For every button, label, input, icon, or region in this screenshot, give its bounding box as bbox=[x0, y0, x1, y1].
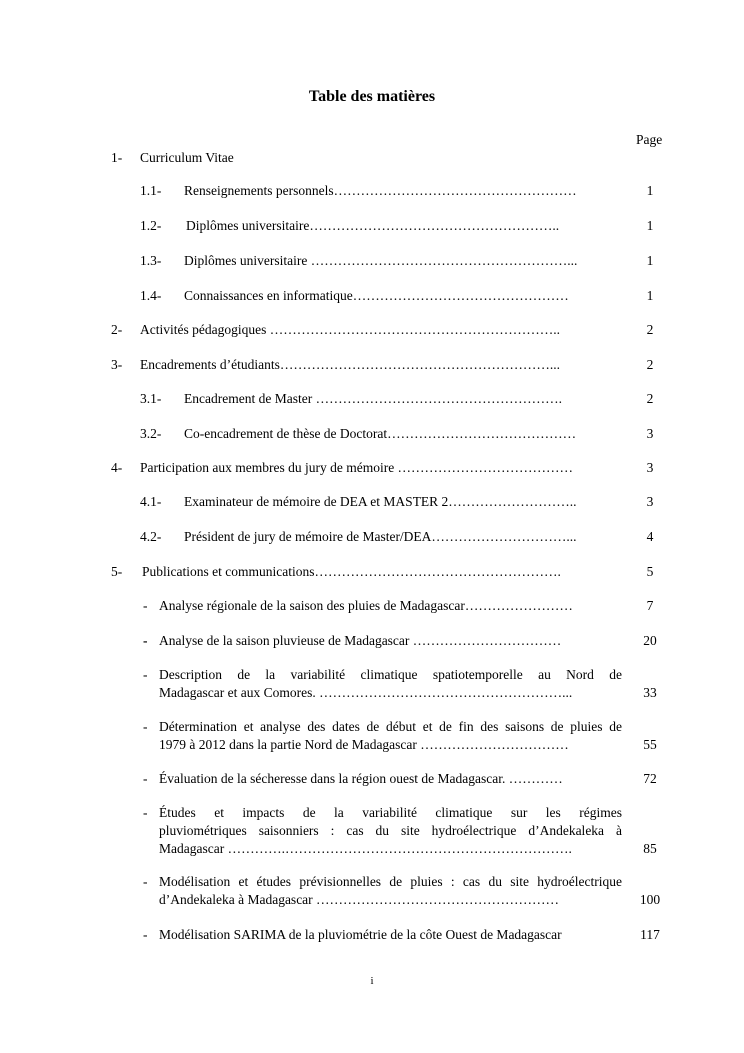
toc-number: 1.1- bbox=[140, 183, 162, 198]
toc-number: 4.2- bbox=[140, 529, 162, 544]
toc-number: 4.1- bbox=[140, 494, 162, 509]
toc-page-number: 72 bbox=[643, 771, 657, 786]
publication-title: Analyse de la saison pluvieuse de Madagascar …………………………… bbox=[159, 633, 562, 648]
publication-title: Analyse régionale de la saison des pluies de Madagascar…………………… bbox=[159, 598, 573, 613]
publication-title: Modélisation SARIMA de la pluviométrie de la côte Ouest de Madagascar bbox=[159, 927, 562, 942]
toc-text: Diplômes universitaire …………………………………………………... bbox=[184, 253, 578, 268]
toc-page-number: 3 bbox=[646, 460, 654, 475]
toc-number: 1.4- bbox=[140, 288, 162, 303]
publication-title: Madagascar et aux Comores. ………………………………………………... bbox=[159, 685, 573, 700]
toc-text: Président de jury de mémoire de Master/DEA…………………………... bbox=[184, 529, 577, 544]
page-title: Table des matières bbox=[308, 88, 436, 105]
toc-page-number: 3 bbox=[646, 426, 654, 441]
toc-page-number: 100 bbox=[639, 892, 661, 907]
publication-title: Madagascar ………….………………………………………………………. bbox=[159, 841, 572, 856]
toc-number: 4- bbox=[111, 460, 123, 475]
toc-text: Curriculum Vitae bbox=[140, 150, 234, 165]
toc-number: 3.2- bbox=[140, 426, 162, 441]
toc-page-number: 3 bbox=[646, 494, 654, 509]
toc-page-number: 2 bbox=[646, 357, 654, 372]
list-dash: - bbox=[143, 805, 148, 820]
toc-number: 3- bbox=[111, 357, 123, 372]
toc-number: 2- bbox=[111, 322, 123, 337]
toc-number: 3.1- bbox=[140, 391, 162, 406]
toc-number: 1- bbox=[111, 150, 123, 165]
toc-text: Examinateur de mémoire de DEA et MASTER 2……………………….. bbox=[184, 494, 577, 509]
toc-page-number: 33 bbox=[643, 685, 657, 700]
list-dash: - bbox=[143, 633, 148, 648]
publication-title: d’Andekaleka à Madagascar ……………………………………………… bbox=[159, 892, 560, 907]
toc-page-number: 2 bbox=[646, 391, 654, 406]
list-dash: - bbox=[143, 927, 148, 942]
toc-page-number: 117 bbox=[640, 927, 660, 942]
publication-title-line: Modélisation et études prévisionnelles de pluies : cas du site hydroélectrique bbox=[159, 874, 622, 889]
list-dash: - bbox=[143, 874, 148, 889]
toc-text: Diplômes universitaire……………………………………………….. bbox=[186, 218, 560, 233]
toc-text: Participation aux membres du jury de mémoire ………………………………… bbox=[140, 460, 574, 475]
toc-number: 5- bbox=[111, 564, 123, 579]
toc-text: Encadrement de Master ………………………………………………. bbox=[184, 391, 562, 406]
toc-page-number: 1 bbox=[646, 253, 654, 268]
toc-text: Renseignements personnels……………………………………………… bbox=[184, 183, 577, 198]
toc-page-number: 5 bbox=[646, 564, 654, 579]
publication-title: 1979 à 2012 dans la partie Nord de Madagascar …………………………… bbox=[159, 737, 569, 752]
list-dash: - bbox=[143, 598, 148, 613]
publication-title-line: Description de la variabilité climatique spatiotemporelle au Nord de bbox=[159, 667, 622, 682]
toc-text: Encadrements d’étudiants……………………………………………………... bbox=[140, 357, 560, 372]
publication-title-line: Détermination et analyse des dates de début et de fin des saisons de pluies de bbox=[159, 719, 622, 734]
toc-text: Publications et communications………………………………………………. bbox=[142, 564, 561, 579]
toc-number: 1.2- bbox=[140, 218, 162, 233]
toc-text: Co-encadrement de thèse de Doctorat…………………………………… bbox=[184, 426, 577, 441]
list-dash: - bbox=[143, 771, 148, 786]
list-dash: - bbox=[143, 667, 148, 682]
toc-number: 1.3- bbox=[140, 253, 162, 268]
toc-text: Connaissances en informatique………………………………………… bbox=[184, 288, 569, 303]
toc-page-number: 20 bbox=[643, 633, 657, 648]
page-footer-number: i bbox=[370, 975, 374, 987]
toc-text: Activités pédagogiques ……………………………………………………….. bbox=[140, 322, 560, 337]
publication-title-line: pluviométriques saisonniers : cas du site hydroélectrique d’Andekaleka à bbox=[159, 823, 622, 838]
toc-page-number: 1 bbox=[646, 288, 654, 303]
list-dash: - bbox=[143, 719, 148, 734]
toc-page-number: 2 bbox=[646, 322, 654, 337]
toc-page-number: 4 bbox=[646, 529, 654, 544]
page-column-header: Page bbox=[636, 132, 663, 147]
publication-title-line: Études et impacts de la variabilité climatique sur les régimes bbox=[159, 805, 622, 820]
publication-title: Évaluation de la sécheresse dans la région ouest de Madagascar. ………… bbox=[159, 771, 563, 786]
toc-page-number: 1 bbox=[646, 218, 654, 233]
toc-page-number: 1 bbox=[646, 183, 654, 198]
toc-page-number: 85 bbox=[643, 841, 657, 856]
toc-page-number: 7 bbox=[646, 598, 654, 613]
toc-page-number: 55 bbox=[643, 737, 657, 752]
